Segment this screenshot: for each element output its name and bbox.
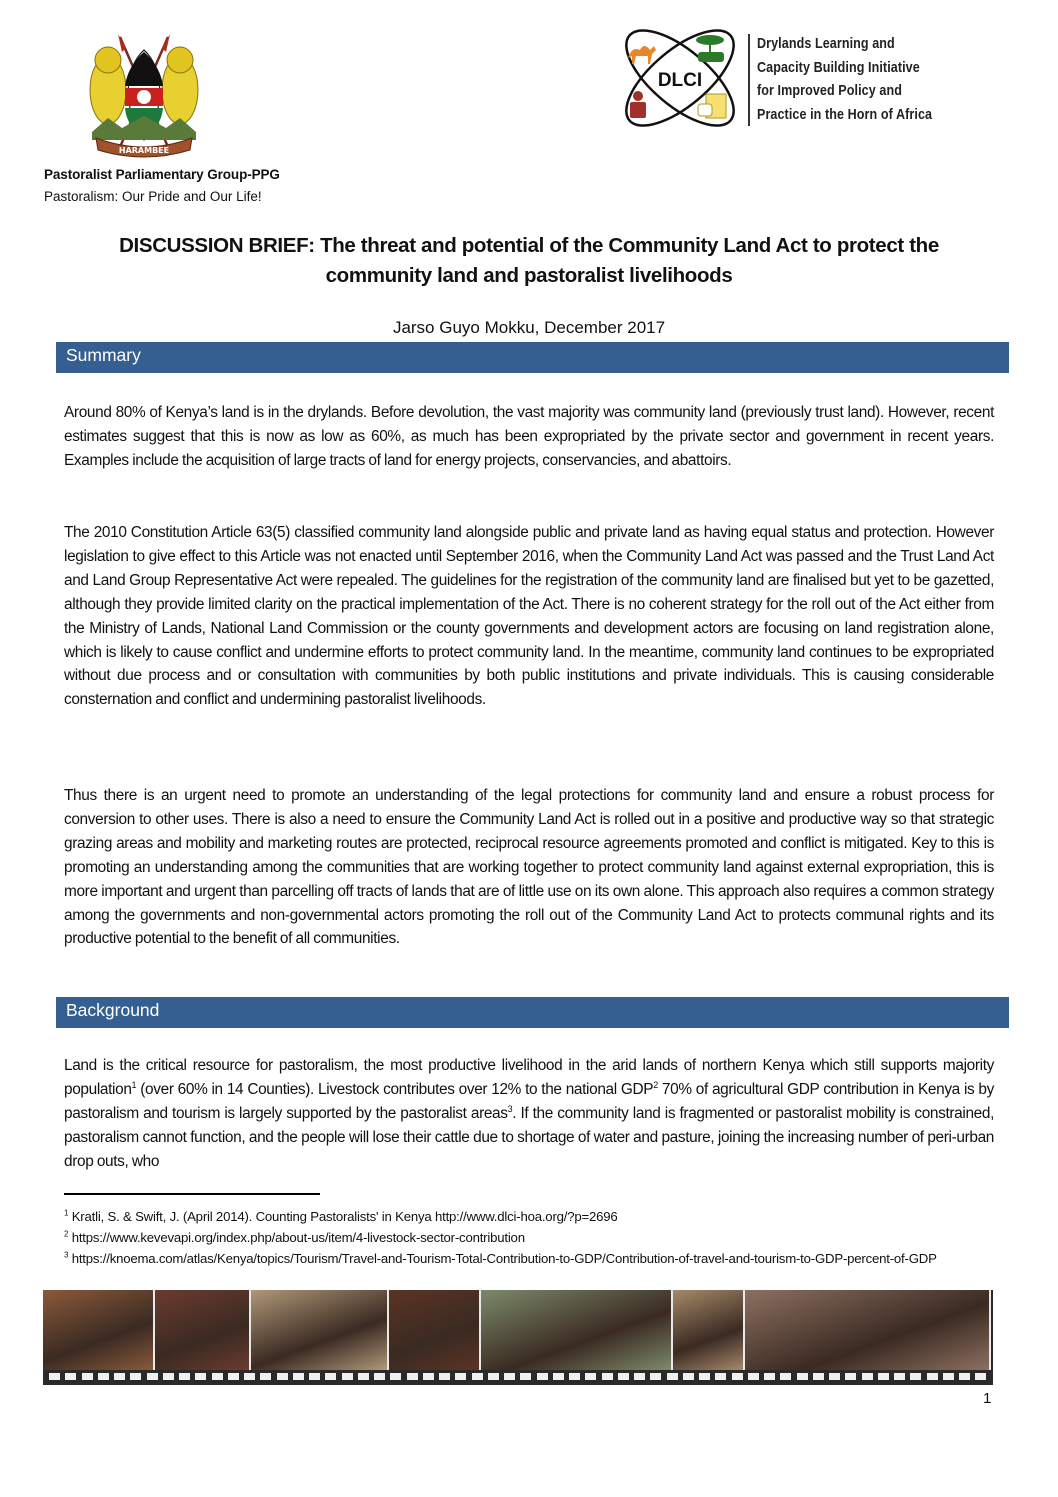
summary-paragraph-1: Around 80% of Kenya’s land is in the drylands. Before devolution, the vast majority was community land (previously trust land). However, recent estimates suggest that this is now as low as 60%, as much has been expropriated by the private sector and government in recent years. Examples include the acquisition of large tracts of land for energy projects, conservancies, and abattoirs. xyxy=(64,404,994,469)
sprocket-hole xyxy=(634,1373,645,1380)
summary-paragraph-2: The 2010 Constitution Article 63(5) classified community land alongside public and private land as having equal status and protection. However legislation to give effect to this Article was not enacted until September 2016, when the Community Land Act was passed and the Trust Land Act and Land Group Representative Act were repealed. The guidelines for the registration of the community land are finalised but yet to be gazetted, although they provide limited clarity on the practical implementation of the Act. There is no coherent strategy for the roll out of the Act either from the Ministry of Lands, National Land Commission or the county governments and development actors are focusing on land registration alone, which is likely to cause conflict and undermine efforts to protect community land. In the meantime, community land continues to be expropriated without due process and or consultation with communities by both public institutions and private individuals. This is causing considerable consternation and conflict and undermining pastoralist livelihoods. xyxy=(64,524,994,709)
sprocket-hole xyxy=(439,1373,450,1380)
filmstrip-photos xyxy=(43,1290,993,1370)
sprocket-hole xyxy=(585,1373,596,1380)
sprocket-hole xyxy=(780,1373,791,1380)
sprocket-hole xyxy=(748,1373,759,1380)
footnote-ref[interactable]: 2 xyxy=(653,1079,658,1090)
sprocket-hole xyxy=(829,1373,840,1380)
footnote-2[interactable]: $^2$ https://www.kevevapi.org/index.php/about-us/item/4-livestock-sector-contribution xyxy=(64,1229,525,1245)
trees-icon xyxy=(696,35,724,62)
dlci-divider xyxy=(748,34,750,126)
footnote-ref[interactable]: 3 xyxy=(507,1103,513,1114)
dlci-acronym: DLCI xyxy=(657,70,703,91)
sprocket-hole xyxy=(797,1373,808,1380)
footnotes xyxy=(64,1206,994,1269)
sprocket-hole xyxy=(894,1373,905,1380)
sprocket-hole xyxy=(537,1373,548,1380)
sprocket-hole xyxy=(260,1373,271,1380)
sprocket-hole xyxy=(878,1373,889,1380)
footnote-1[interactable]: $^1$ Kratli, S. & Swift, J. (April 2014). Counting Pastoralists' in Kenya http://www.dlci-hoa.org/?p=2696 xyxy=(64,1208,618,1224)
sprocket-hole xyxy=(943,1373,954,1380)
sprocket-hole xyxy=(732,1373,743,1380)
author-date: Jarso Guyo Mokku, December 2017 xyxy=(392,318,666,337)
sprocket-hole xyxy=(82,1373,93,1380)
sprocket-hole xyxy=(228,1373,239,1380)
sprocket-hole xyxy=(309,1373,320,1380)
org-name: Pastoralist Parliamentary Group-PPG xyxy=(44,167,280,182)
org-motto: Pastoralism: Our Pride and Our Life! xyxy=(44,189,262,204)
document-icon xyxy=(698,94,726,118)
sprocket-hole xyxy=(862,1373,873,1380)
sprocket-hole xyxy=(342,1373,353,1380)
sprocket-hole xyxy=(699,1373,710,1380)
sprocket-hole xyxy=(845,1373,856,1380)
section-heading-background: Background xyxy=(56,997,1009,1028)
sprocket-hole xyxy=(472,1373,483,1380)
footnote-ref[interactable]: 1 xyxy=(131,1079,137,1090)
background-paragraph-1: Land is the critical resource for pastoralism, the most productive livelihood in the arid lands of northern Kenya which still supports majority population$^1$ (over 60% in 14 Counties). Livestock contributes over 12% to the national GDP$^2$ 70% of agricultural GDP contribution in Kenya is by pastoralism and tourism is largely supported by the pastoralist areas$^3$. If the community land is fragmented or pastoralist mobility is constrained, pastoralism cannot function, and the people will lose their cattle due to shortage of water and pasture, joining the increasing number of peri-urban drop outs, who xyxy=(64,1057,995,1170)
sprocket-hole xyxy=(244,1373,255,1380)
sprocket-hole xyxy=(650,1373,661,1380)
dlci-full-name xyxy=(757,33,932,127)
sprocket-hole xyxy=(927,1373,938,1380)
sprocket-hole xyxy=(65,1373,76,1380)
sprocket-hole xyxy=(49,1373,60,1380)
photo-women-with-beads xyxy=(155,1290,251,1370)
sprocket-hole xyxy=(358,1373,369,1380)
kenya-coat-of-arms-logo xyxy=(78,32,210,162)
sprocket-hole xyxy=(959,1373,970,1380)
sprocket-hole xyxy=(407,1373,418,1380)
sprocket-hole xyxy=(667,1373,678,1380)
dlci-line: Capacity Building Initiative xyxy=(757,59,920,76)
photo-camel-herd xyxy=(673,1290,745,1370)
sprocket-hole xyxy=(163,1373,174,1380)
dlci-line: Drylands Learning and xyxy=(757,36,895,52)
sprocket-hole xyxy=(569,1373,580,1380)
sprocket-hole xyxy=(130,1373,141,1380)
dlci-line: Practice in the Horn of Africa xyxy=(757,106,933,123)
title-line: community land and pastoralist livelihoods xyxy=(325,264,733,287)
page-number: 1 xyxy=(983,1390,992,1407)
sprocket-hole xyxy=(488,1373,499,1380)
photo-child-with-cattle xyxy=(43,1290,155,1370)
photo-smiling-woman-beads xyxy=(389,1290,481,1370)
sprocket-hole xyxy=(455,1373,466,1380)
summary-paragraph-3: Thus there is an urgent need to promote an understanding of the legal protections for community land and ensure a robust process for conversion to other uses. There is also a need to ensure the Community Land Act is rolled out in a positive and productive way so that strategic grazing areas and mobility and marketing routes are protected, reciprocal resource agreements promoted and conflict is mitigated. Key to this is promoting an understanding among the communities that are working together to protect community land against external expropriation, this is more important and urgent than parcelling off tracts of lands that are of little use on its own alone. This approach also requires a common strategy among the governments and non-governmental actors promoting the roll out of the Community Land Act to protects communal rights and its productive potential to the benefit of all communities. xyxy=(64,787,994,948)
sprocket-hole xyxy=(147,1373,158,1380)
filmstrip-sprockets xyxy=(43,1372,993,1382)
sprocket-hole xyxy=(212,1373,223,1380)
photo-man-with-child-hills xyxy=(481,1290,673,1370)
photo-filmstrip xyxy=(43,1290,993,1385)
sprocket-hole xyxy=(390,1373,401,1380)
sprocket-hole xyxy=(618,1373,629,1380)
photo-woman-at-water-point xyxy=(251,1290,389,1370)
footnote-3[interactable]: $^3$ https://knoema.com/atlas/Kenya/topics/Tourism/Travel-and-Tourism-Total-Contribution-to-GDP/Contribution-of-travel-and-tourism-to-GDP-percent-of-GDP xyxy=(64,1250,937,1266)
sprocket-hole xyxy=(764,1373,775,1380)
sprocket-hole xyxy=(114,1373,125,1380)
sprocket-hole xyxy=(520,1373,531,1380)
sprocket-hole xyxy=(910,1373,921,1380)
title-line: DISCUSSION BRIEF: The threat and potential of the Community Land Act to protect the xyxy=(119,234,939,257)
sprocket-hole xyxy=(98,1373,109,1380)
sprocket-hole xyxy=(179,1373,190,1380)
sprocket-hole xyxy=(293,1373,304,1380)
sprocket-hole xyxy=(813,1373,824,1380)
person-icon xyxy=(630,91,646,118)
coat-of-arms-motto: HARAMBEE xyxy=(118,146,170,155)
sprocket-hole xyxy=(374,1373,385,1380)
document-title xyxy=(56,231,1002,291)
sprocket-hole xyxy=(683,1373,694,1380)
sprocket-hole xyxy=(325,1373,336,1380)
sprocket-hole xyxy=(553,1373,564,1380)
sprocket-hole xyxy=(715,1373,726,1380)
sprocket-hole xyxy=(602,1373,613,1380)
sprocket-hole xyxy=(423,1373,434,1380)
section-heading-summary: Summary xyxy=(56,342,1009,373)
sprocket-hole xyxy=(195,1373,206,1380)
sprocket-hole xyxy=(504,1373,515,1380)
camel-icon xyxy=(628,46,656,64)
footnote-separator xyxy=(64,1193,320,1195)
photo-people-with-cattle xyxy=(745,1290,991,1370)
dlci-logo xyxy=(614,24,746,132)
sprocket-hole xyxy=(277,1373,288,1380)
sprocket-hole xyxy=(975,1373,986,1380)
dlci-line: for Improved Policy and xyxy=(757,83,902,100)
